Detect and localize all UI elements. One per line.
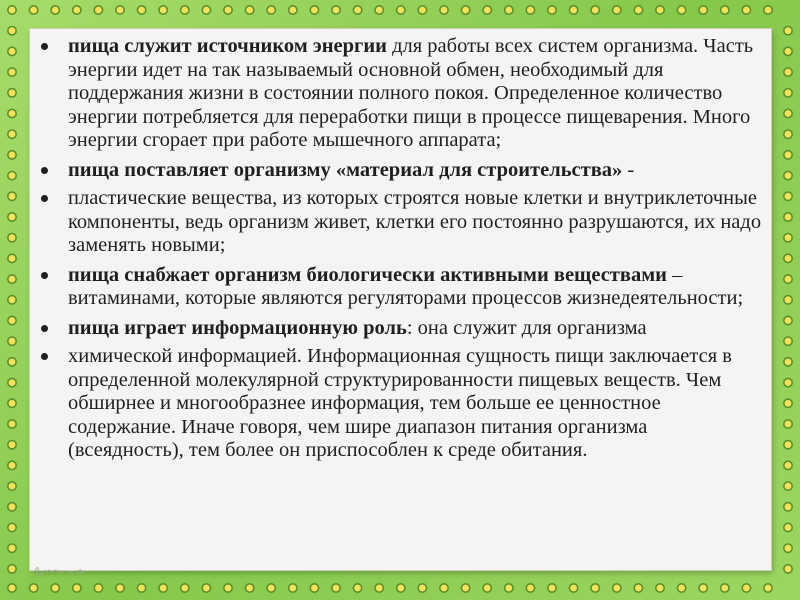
bullet-text: – витаминами, которые являются регуляторами процессов жизнедеятельности;: [68, 263, 744, 309]
decorative-dot: [784, 130, 792, 138]
decorative-dot: [181, 6, 189, 14]
decorative-dot: [94, 584, 102, 592]
decorative-dot: [569, 584, 577, 592]
decorative-dot: [137, 584, 145, 592]
decorative-dot: [8, 441, 16, 449]
decorative-dot: [310, 6, 318, 14]
decorative-dot: [548, 584, 556, 592]
decorative-dot: [569, 6, 577, 14]
decorative-dot: [764, 6, 772, 14]
decorative-dot: [784, 296, 792, 304]
decorative-dot: [505, 584, 513, 592]
decorative-dot: [8, 482, 16, 490]
decorative-dot: [8, 399, 16, 407]
decorative-dot: [613, 6, 621, 14]
bullet-bold-text: пища играет информационную роль: [68, 316, 407, 339]
decorative-dot: [784, 523, 792, 531]
decorative-dot: [784, 234, 792, 242]
decorative-dot: [8, 130, 16, 138]
decorative-dot: [784, 68, 792, 76]
decorative-dot: [784, 151, 792, 159]
decorative-dot: [784, 337, 792, 345]
decorative-dot: [784, 213, 792, 221]
bullet-chemical-information: [68, 345, 768, 463]
decorative-dot: [8, 109, 16, 117]
decorative-dot: [784, 47, 792, 55]
bullet-bold-text: пища служит источником энергии: [68, 35, 387, 57]
decorative-dot: [784, 254, 792, 262]
decorative-dot: [784, 544, 792, 552]
decorative-dot: [742, 6, 750, 14]
decorative-dot: [375, 584, 383, 592]
decorative-dot: [224, 6, 232, 14]
bullet-building-material: [68, 159, 768, 183]
decorative-dot: [656, 6, 664, 14]
decorative-dot: [461, 584, 469, 592]
decorative-dot: [353, 6, 361, 14]
decorative-dot: [94, 6, 102, 14]
decorative-dot: [784, 358, 792, 366]
decorative-dot: [784, 503, 792, 511]
decorative-dot: [8, 316, 16, 324]
bullet-bold-text: пища поставляет организму «материал для строительства»: [68, 158, 623, 181]
decorative-dot: [656, 584, 664, 592]
decorative-dot: [721, 584, 729, 592]
decorative-dot: [784, 378, 792, 386]
bullet-text: химической информацией. Информационная сущность пищи заключается в определенной молекулярной структурированности пищевых веществ. Чем обширнее и многообразнее информация, тем больше ее ценностное содержание. Иначе говоря, чем шире диапазон питания организма (всеядность), тем более он приспособлен к среде обитания.: [68, 345, 732, 461]
bullet-energy-source: [68, 35, 768, 153]
decorative-dot: [353, 584, 361, 592]
decorative-dot: [483, 6, 491, 14]
decorative-dot: [8, 565, 16, 573]
decorative-dot: [8, 192, 16, 200]
decorative-dot: [202, 6, 210, 14]
decorative-dot: [8, 337, 16, 345]
decorative-dot: [245, 584, 253, 592]
decorative-dot: [159, 6, 167, 14]
decorative-dot: [8, 378, 16, 386]
decorative-dot: [51, 6, 59, 14]
decorative-dot: [548, 6, 556, 14]
decorative-dot: [784, 316, 792, 324]
decorative-dot: [8, 296, 16, 304]
decorative-dot: [8, 420, 16, 428]
bullet-list: [68, 35, 768, 469]
decorative-dot: [784, 171, 792, 179]
decorative-dot: [8, 27, 16, 35]
decorative-dot: [310, 584, 318, 592]
decorative-dot: [483, 584, 491, 592]
decorative-dot: [8, 234, 16, 242]
decorative-dot: [591, 584, 599, 592]
decorative-dot: [245, 6, 253, 14]
decorative-dot: [784, 399, 792, 407]
decorative-dot: [8, 503, 16, 511]
decorative-dot: [8, 584, 16, 592]
decorative-dot: [634, 584, 642, 592]
decorative-dot: [289, 6, 297, 14]
decorative-dot: [418, 584, 426, 592]
decorative-dot: [764, 584, 772, 592]
decorative-dot: [29, 584, 37, 592]
decorative-dot: [375, 6, 383, 14]
decorative-dot: [526, 6, 534, 14]
bullet-bold-text: пища снабжает организм биологически активными веществами: [68, 263, 667, 286]
decorative-dot: [8, 89, 16, 97]
decorative-dot: [159, 584, 167, 592]
decorative-dot: [418, 6, 426, 14]
decorative-dot: [8, 358, 16, 366]
decorative-dot: [8, 151, 16, 159]
decorative-dot: [784, 192, 792, 200]
decorative-dot: [526, 584, 534, 592]
bullet-text: -: [622, 158, 635, 181]
decorative-dot: [267, 6, 275, 14]
decorative-dot: [202, 584, 210, 592]
decorative-dot: [332, 584, 340, 592]
decorative-dot: [51, 584, 59, 592]
decorative-dot: [397, 584, 405, 592]
decorative-dot: [699, 6, 707, 14]
bullet-plastic-substances: [68, 187, 768, 258]
decorative-dot: [8, 213, 16, 221]
decorative-dot: [8, 171, 16, 179]
decorative-dot: [440, 584, 448, 592]
decorative-dot: [699, 584, 707, 592]
bullet-information-role: [68, 317, 768, 341]
decorative-dot: [677, 6, 685, 14]
decorative-dot: [289, 584, 297, 592]
decorative-dot: [721, 6, 729, 14]
decorative-dot: [784, 482, 792, 490]
content-panel: [30, 29, 771, 570]
decorative-dot: [613, 584, 621, 592]
decorative-dot: [8, 254, 16, 262]
decorative-dot: [73, 584, 81, 592]
decorative-dot: [8, 68, 16, 76]
decorative-dot: [224, 584, 232, 592]
bullet-text: для работы всех систем организма. Часть энергии идет на так называемый основной обмен, необходимый для поддержания жизни в состоянии полного покоя. Определенное количество энергии потребляется для переработки пищи в процессе пищеварения. Много энергии сгорает при работе мышечного аппарата;: [68, 35, 754, 151]
decorative-dot: [116, 6, 124, 14]
decorative-dot: [742, 584, 750, 592]
bullet-text: : она служит для организма: [406, 316, 647, 339]
decorative-dot: [8, 461, 16, 469]
decorative-dot: [677, 584, 685, 592]
decorative-dot: [784, 441, 792, 449]
decorative-dot: [8, 523, 16, 531]
decorative-dot: [8, 544, 16, 552]
decorative-dot: [8, 6, 16, 14]
decorative-dot: [332, 6, 340, 14]
decorative-dot: [784, 565, 792, 573]
decorative-dot: [267, 584, 275, 592]
decorative-dot: [784, 89, 792, 97]
decorative-dot: [8, 275, 16, 283]
decorative-dot: [505, 6, 513, 14]
decorative-dot: [137, 6, 145, 14]
decorative-dot: [784, 461, 792, 469]
decorative-dot: [73, 6, 81, 14]
bullet-text: пластические вещества, из которых строятся новые клетки и внутриклеточные компоненты, ведь организм живет, клетки его постоянно разрушаются, их надо заменять новыми;: [68, 187, 762, 256]
decorative-dot: [784, 275, 792, 283]
decorative-dot: [461, 6, 469, 14]
decorative-dot: [440, 6, 448, 14]
decorative-dot: [784, 27, 792, 35]
bullet-biologically-active: [68, 264, 768, 311]
decorative-dot: [8, 47, 16, 55]
decorative-dot: [181, 584, 189, 592]
decorative-dot: [784, 420, 792, 428]
decorative-dot: [116, 584, 124, 592]
decorative-dot: [784, 109, 792, 117]
decorative-dot: [634, 6, 642, 14]
decorative-dot: [397, 6, 405, 14]
decorative-dot: [591, 6, 599, 14]
decorative-dot: [29, 6, 37, 14]
author-signature-image: [32, 563, 92, 577]
